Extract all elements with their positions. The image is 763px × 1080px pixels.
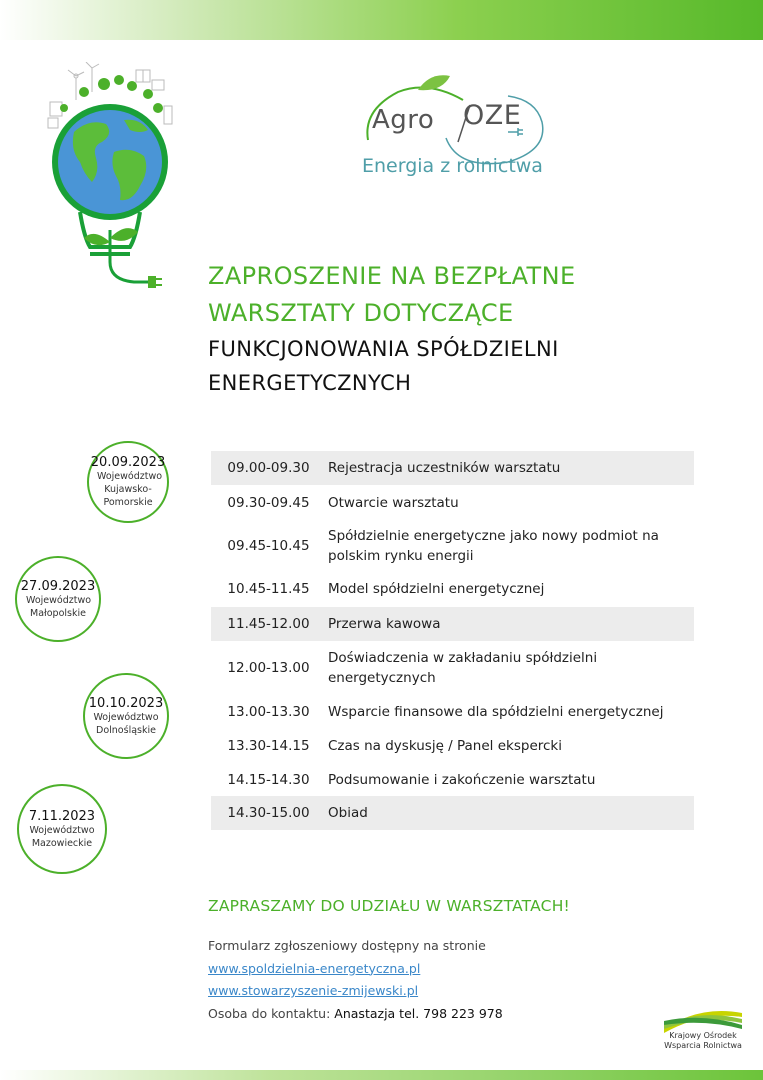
schedule-desc: Czas na dyskusję / Panel ekspercki — [328, 737, 562, 754]
schedule-row — [211, 571, 694, 607]
schedule-time: 09.45-10.45 — [227, 537, 310, 554]
schedule-time: 13.00-13.30 — [227, 703, 310, 720]
schedule-desc: Spółdzielnie energetyczne jako nowy podmiot na polskim rynku energii — [328, 527, 659, 564]
workshop-region: Województwo Mazowieckie — [29, 824, 95, 849]
top-gradient-bar — [0, 0, 763, 40]
contact-person: Anastazja tel. 798 223 978 — [334, 1005, 503, 1021]
workshop-region: Województwo Małopolskie — [26, 594, 92, 619]
schedule-desc: Doświadczenia w zakładaniu spółdzielni energetycznych — [328, 650, 598, 686]
bottom-gradient-bar — [0, 1070, 763, 1080]
title-line-3: FUNKCJONOWANIA SPÓŁDZIELNI — [208, 337, 559, 361]
earth-lightbulb-icon — [44, 62, 174, 302]
schedule-row — [211, 763, 694, 796]
schedule-desc: Obiad — [328, 805, 368, 821]
schedule-row — [211, 451, 694, 485]
date-circle-mazowieckie — [17, 784, 107, 874]
schedule-row — [211, 695, 694, 728]
workshop-region: Województwo Kujawsko-Pomorskie — [97, 471, 163, 508]
form-intro-text: Formularz zgłoszeniowy dostępny na stronie — [208, 938, 486, 953]
schedule-time: 14.15-14.30 — [227, 771, 310, 788]
workshop-date: 7.11.2023 — [28, 808, 96, 824]
title-line-2: WARSZTATY DOTYCZĄCE — [208, 299, 514, 327]
schedule-desc: Przerwa kawowa — [328, 616, 441, 632]
workshop-date: 10.10.2023 — [88, 695, 164, 711]
schedule-desc: Rejestracja uczestników warsztatu — [328, 460, 561, 476]
logo-agro-text: Agro — [372, 105, 435, 135]
schedule-desc: Podsumowanie i zakończenie warsztatu — [328, 771, 596, 788]
schedule-time: 14.30-15.00 — [227, 805, 310, 821]
kowr-line-2: Wsparcia Rolnictwa — [664, 1041, 742, 1050]
workshop-date: 27.09.2023 — [20, 578, 96, 594]
schedule-table — [211, 451, 694, 830]
call-to-action: ZAPRASZAMY DO UDZIAŁU W WARSZTATACH! — [208, 897, 570, 915]
title-line-1: ZAPROSZENIE NA BEZPŁATNE — [208, 262, 576, 290]
schedule-time: 09.00-09.30 — [227, 460, 310, 476]
contact-section — [208, 935, 503, 1025]
schedule-row — [211, 520, 694, 571]
link-stowarzyszenie-zmijewski[interactable]: www.stowarzyszenie-zmijewski.pl — [208, 983, 419, 998]
logo-oze-text: OZE — [463, 100, 522, 131]
schedule-row — [211, 641, 694, 695]
schedule-row — [211, 485, 694, 520]
schedule-row — [211, 796, 694, 830]
schedule-desc: Otwarcie warsztatu — [328, 494, 459, 511]
schedule-time: 10.45-11.45 — [227, 581, 310, 597]
workshop-date: 20.09.2023 — [90, 455, 166, 470]
contact-person-label: Osoba do kontaktu: — [208, 1005, 335, 1021]
schedule-time: 09.30-09.45 — [227, 494, 310, 511]
schedule-time: 11.45-12.00 — [227, 616, 310, 632]
kowr-logo-text — [662, 1031, 744, 1051]
date-circle-dolnoslaskie — [83, 673, 169, 759]
schedule-row — [211, 607, 694, 641]
schedule-desc: Model spółdzielni energetycznej — [328, 581, 545, 597]
kowr-line-1: Krajowy Ośrodek — [669, 1031, 737, 1040]
schedule-time: 13.30-14.15 — [227, 737, 310, 754]
link-spoldzielnia-energetyczna[interactable]: www.spoldzielnia-energetyczna.pl — [208, 960, 421, 976]
schedule-desc: Wsparcie finansowe dla spółdzielni energetycznej — [328, 703, 664, 720]
page-title — [208, 258, 728, 400]
logo-tagline: Energia z rolnictwa — [362, 155, 543, 177]
title-line-4: ENERGETYCZNYCH — [208, 371, 412, 395]
date-circle-malopolskie — [15, 556, 101, 642]
workshop-region: Województwo Dolnośląskie — [93, 711, 159, 736]
schedule-time: 12.00-13.00 — [227, 660, 310, 676]
date-circle-kujawsko-pomorskie — [87, 441, 169, 523]
schedule-row — [211, 728, 694, 763]
